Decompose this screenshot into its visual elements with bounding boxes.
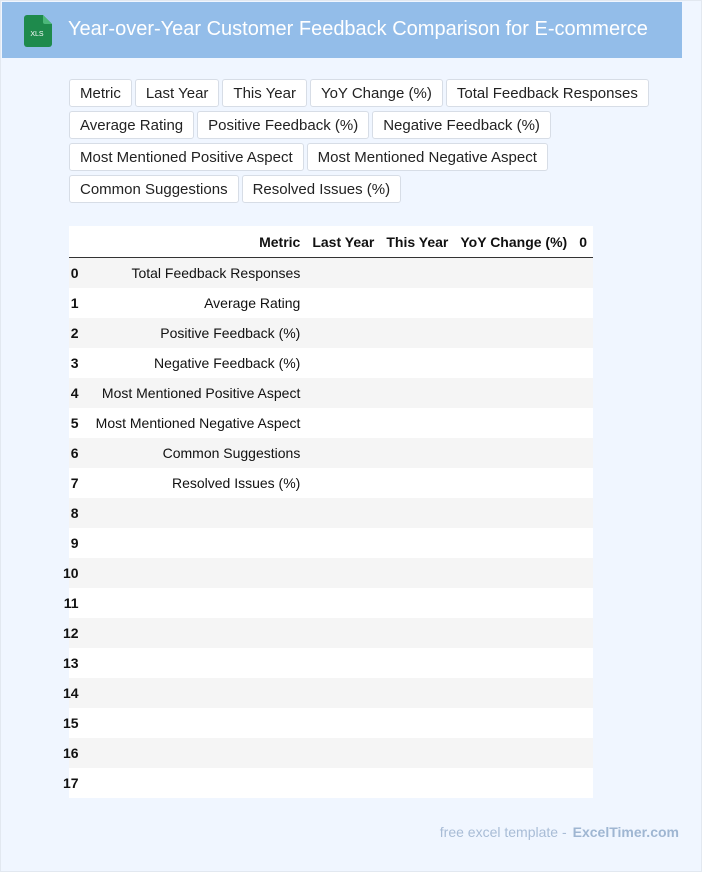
value-cell [380, 378, 454, 408]
value-cell [306, 708, 380, 738]
value-cell [573, 588, 593, 618]
row-index: 1 [69, 288, 79, 318]
column-chip[interactable]: Average Rating [69, 111, 194, 139]
table-row [69, 348, 593, 378]
value-cell [573, 708, 593, 738]
metric-cell: Total Feedback Responses [79, 258, 307, 289]
value-cell [306, 648, 380, 678]
value-cell [454, 738, 573, 768]
table-row [69, 258, 593, 289]
value-cell [306, 498, 380, 528]
metric-cell: Common Suggestions [79, 438, 307, 468]
value-cell [573, 678, 593, 708]
column-header[interactable]: Metric [79, 226, 307, 258]
value-cell [380, 498, 454, 528]
value-cell [573, 288, 593, 318]
value-cell [380, 438, 454, 468]
value-cell [454, 648, 573, 678]
value-cell [380, 558, 454, 588]
metric-cell: Most Mentioned Positive Aspect [79, 378, 307, 408]
row-index: 2 [69, 318, 79, 348]
row-index: 16 [69, 738, 79, 768]
data-table-container [63, 226, 593, 798]
value-cell [454, 708, 573, 738]
data-table [63, 226, 593, 798]
value-cell [380, 708, 454, 738]
metric-cell [79, 708, 307, 738]
column-chip[interactable]: Metric [69, 79, 132, 107]
value-cell [573, 618, 593, 648]
table-row [69, 618, 593, 648]
metric-cell [79, 558, 307, 588]
column-chip[interactable]: Last Year [135, 79, 220, 107]
value-cell [306, 558, 380, 588]
column-chip[interactable]: Common Suggestions [69, 175, 239, 203]
value-cell [573, 528, 593, 558]
value-cell [380, 288, 454, 318]
footer-brand-link[interactable]: ExcelTimer.com [572, 824, 679, 840]
value-cell [306, 348, 380, 378]
value-cell [454, 468, 573, 498]
value-cell [454, 558, 573, 588]
footer-credit [440, 824, 679, 840]
value-cell [573, 258, 593, 289]
row-index: 11 [69, 588, 79, 618]
value-cell [380, 768, 454, 798]
value-cell [306, 468, 380, 498]
column-chip[interactable]: YoY Change (%) [310, 79, 443, 107]
value-cell [573, 348, 593, 378]
value-cell [380, 648, 454, 678]
value-cell [306, 258, 380, 289]
value-cell [573, 318, 593, 348]
value-cell [573, 768, 593, 798]
value-cell [454, 678, 573, 708]
value-cell [454, 258, 573, 289]
value-cell [454, 498, 573, 528]
metric-cell: Positive Feedback (%) [79, 318, 307, 348]
column-chip[interactable]: Total Feedback Responses [446, 79, 649, 107]
column-chip[interactable]: Most Mentioned Negative Aspect [307, 143, 548, 171]
table-row [69, 288, 593, 318]
column-chip[interactable]: Negative Feedback (%) [372, 111, 551, 139]
row-index: 5 [69, 408, 79, 438]
value-cell [306, 768, 380, 798]
table-row [69, 768, 593, 798]
column-header[interactable]: YoY Change (%) [454, 226, 573, 258]
value-cell [306, 438, 380, 468]
row-index: 3 [69, 348, 79, 378]
value-cell [454, 408, 573, 438]
column-header[interactable]: Last Year [306, 226, 380, 258]
value-cell [454, 618, 573, 648]
value-cell [380, 588, 454, 618]
row-index: 8 [69, 498, 79, 528]
row-index: 13 [69, 648, 79, 678]
metric-cell: Negative Feedback (%) [79, 348, 307, 378]
table-row [69, 318, 593, 348]
value-cell [380, 468, 454, 498]
column-chip[interactable]: Resolved Issues (%) [242, 175, 402, 203]
value-cell [380, 678, 454, 708]
table-row [69, 588, 593, 618]
index-header [69, 226, 79, 258]
value-cell [454, 528, 573, 558]
value-cell [573, 498, 593, 528]
metric-cell: Most Mentioned Negative Aspect [79, 408, 307, 438]
metric-cell [79, 588, 307, 618]
table-row [69, 738, 593, 768]
value-cell [573, 648, 593, 678]
value-cell [454, 348, 573, 378]
value-cell [306, 408, 380, 438]
table-row [69, 708, 593, 738]
metric-cell [79, 678, 307, 708]
row-index: 10 [69, 558, 79, 588]
icon-label: XLS [30, 31, 44, 38]
value-cell [306, 738, 380, 768]
metric-cell [79, 768, 307, 798]
value-cell [380, 618, 454, 648]
table-row [69, 558, 593, 588]
row-index: 0 [69, 258, 79, 289]
value-cell [573, 438, 593, 468]
value-cell [306, 618, 380, 648]
value-cell [454, 318, 573, 348]
column-chip[interactable]: This Year [222, 79, 307, 107]
value-cell [573, 468, 593, 498]
table-header-row [69, 226, 593, 258]
metric-cell [79, 648, 307, 678]
column-header[interactable]: This Year [380, 226, 454, 258]
value-cell [573, 408, 593, 438]
value-cell [573, 558, 593, 588]
metric-cell: Resolved Issues (%) [79, 468, 307, 498]
column-chip[interactable]: Most Mentioned Positive Aspect [69, 143, 304, 171]
column-chip[interactable]: Positive Feedback (%) [197, 111, 369, 139]
value-cell [380, 738, 454, 768]
table-row [69, 648, 593, 678]
value-cell [380, 408, 454, 438]
value-cell [306, 588, 380, 618]
metric-cell [79, 498, 307, 528]
value-cell [454, 768, 573, 798]
table-row [69, 438, 593, 468]
value-cell [573, 738, 593, 768]
row-index: 6 [69, 438, 79, 468]
table-row [69, 468, 593, 498]
value-cell [380, 318, 454, 348]
column-chips [69, 79, 649, 203]
value-cell [380, 528, 454, 558]
row-index: 9 [69, 528, 79, 558]
value-cell [454, 288, 573, 318]
footer-text: free excel template - [439, 824, 567, 840]
value-cell [454, 378, 573, 408]
table-row [69, 678, 593, 708]
value-cell [454, 438, 573, 468]
table-row [69, 528, 593, 558]
row-index: 15 [69, 708, 79, 738]
row-index: 17 [69, 768, 79, 798]
page-title: Year-over-Year Customer Feedback Comparison for E-commerce [68, 18, 648, 40]
row-index: 12 [69, 618, 79, 648]
table-row [69, 408, 593, 438]
value-cell [306, 678, 380, 708]
value-cell [306, 378, 380, 408]
value-cell [454, 588, 573, 618]
table-row [69, 498, 593, 528]
value-cell [306, 528, 380, 558]
metric-cell [79, 738, 307, 768]
table-row [69, 378, 593, 408]
column-header[interactable]: 0 [573, 226, 593, 258]
value-cell [306, 318, 380, 348]
metric-cell [79, 618, 307, 648]
row-index: 7 [69, 468, 79, 498]
value-cell [573, 378, 593, 408]
value-cell [380, 258, 454, 289]
metric-cell [79, 528, 307, 558]
row-index: 4 [69, 378, 79, 408]
value-cell [380, 348, 454, 378]
value-cell [306, 288, 380, 318]
metric-cell: Average Rating [79, 288, 307, 318]
row-index: 14 [69, 678, 79, 708]
header-bar [2, 2, 682, 58]
excel-file-icon [24, 15, 52, 47]
